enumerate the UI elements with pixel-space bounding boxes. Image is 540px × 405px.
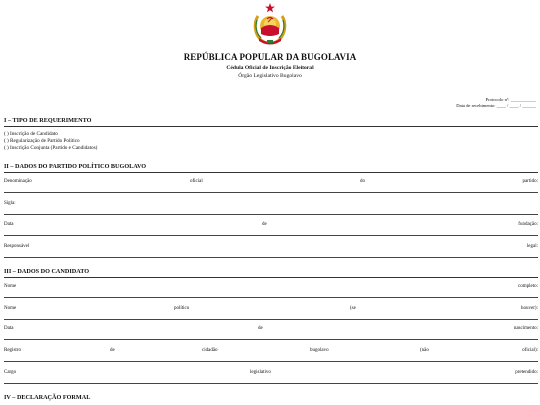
field-label-word: Registro: [4, 348, 21, 353]
organ-name: Órgão Legislativo Bugolavo: [238, 73, 302, 79]
field-label-word: legal:: [526, 244, 538, 249]
field-label-word: político: [174, 306, 190, 311]
fill-line: [4, 257, 538, 258]
field-label-word: de: [258, 326, 263, 331]
section-2-title: II – DADOS DO PARTIDO POLÍTICO BUGOLAVO: [4, 163, 147, 170]
field-label-word: legislativo: [250, 370, 271, 375]
field-label-word: completo:: [518, 284, 538, 289]
field-label-word: do: [360, 179, 365, 184]
field-label-word: partido:: [522, 179, 538, 184]
field-label-word: de: [110, 348, 115, 353]
field-party-acronym[interactable]: [4, 201, 538, 209]
field-label-word: Sigla:: [4, 201, 16, 206]
field-label-word: oficial: [190, 179, 203, 184]
field-label-word: Data: [4, 326, 14, 331]
field-political-name[interactable]: [4, 306, 538, 314]
field-legal-representative[interactable]: [4, 244, 538, 252]
fill-line: [4, 383, 538, 384]
field-label-word: oficial):: [522, 348, 538, 353]
field-label-word: Nome: [4, 284, 17, 289]
option-joint-registration[interactable]: ( ) Inscrição Conjunta (Partido e Candidatos): [4, 145, 98, 151]
field-label-word: (se: [350, 306, 356, 311]
field-foundation-date[interactable]: [4, 222, 538, 230]
field-label-word: nascimento:: [513, 326, 538, 331]
option-party-regularization[interactable]: ( ) Regularização de Partido Político: [4, 138, 80, 144]
field-label-word: houver):: [521, 306, 538, 311]
page-title: REPÚBLICA POPULAR DA BUGOLAVIA: [183, 52, 357, 62]
fill-line: [4, 214, 538, 215]
field-label-word: Nome: [4, 306, 17, 311]
fill-line: [4, 339, 538, 340]
field-label-word: Data: [4, 222, 14, 227]
coat-of-arms-emblem: [251, 2, 289, 46]
field-legislative-office[interactable]: [4, 370, 538, 378]
field-birth-date[interactable]: [4, 326, 538, 334]
field-label-word: Denominação: [4, 179, 32, 184]
fill-line: [4, 361, 538, 362]
section-divider: [4, 277, 538, 278]
section-1-title: I – TIPO DE REQUERIMENTO: [4, 117, 92, 124]
field-label-word: de: [262, 222, 267, 227]
receipt-date-field[interactable]: Data de recebimento: ____ / ____ / ______: [456, 103, 536, 108]
field-citizen-registry[interactable]: [4, 348, 538, 356]
field-label-word: Cargo: [4, 370, 17, 375]
fill-line: [4, 319, 538, 320]
field-label-word: pretendido:: [515, 370, 538, 375]
field-label-word: bugolavo: [310, 348, 329, 353]
field-label-word: Responsável: [4, 244, 30, 249]
field-label-word: fundação:: [518, 222, 538, 227]
section-divider: [4, 126, 538, 127]
option-candidate-registration[interactable]: ( ) Inscrição de Candidato: [4, 131, 58, 137]
field-label-word: cidadão: [202, 348, 218, 353]
protocol-number-field[interactable]: Protocolo nº: ___________: [485, 97, 536, 102]
section-divider: [4, 172, 538, 173]
fill-line: [4, 235, 538, 236]
field-full-name[interactable]: [4, 284, 538, 292]
field-party-name[interactable]: [4, 179, 538, 187]
field-label-word: (não: [420, 348, 429, 353]
fill-line: [4, 297, 538, 298]
fill-line: [4, 192, 538, 193]
section-4-title: IV – DECLARAÇÃO FORMAL: [4, 394, 91, 401]
document-subtitle: Cédula Oficial de Inscrição Eleitoral: [226, 65, 314, 71]
section-3-title: III – DADOS DO CANDIDATO: [4, 268, 90, 275]
